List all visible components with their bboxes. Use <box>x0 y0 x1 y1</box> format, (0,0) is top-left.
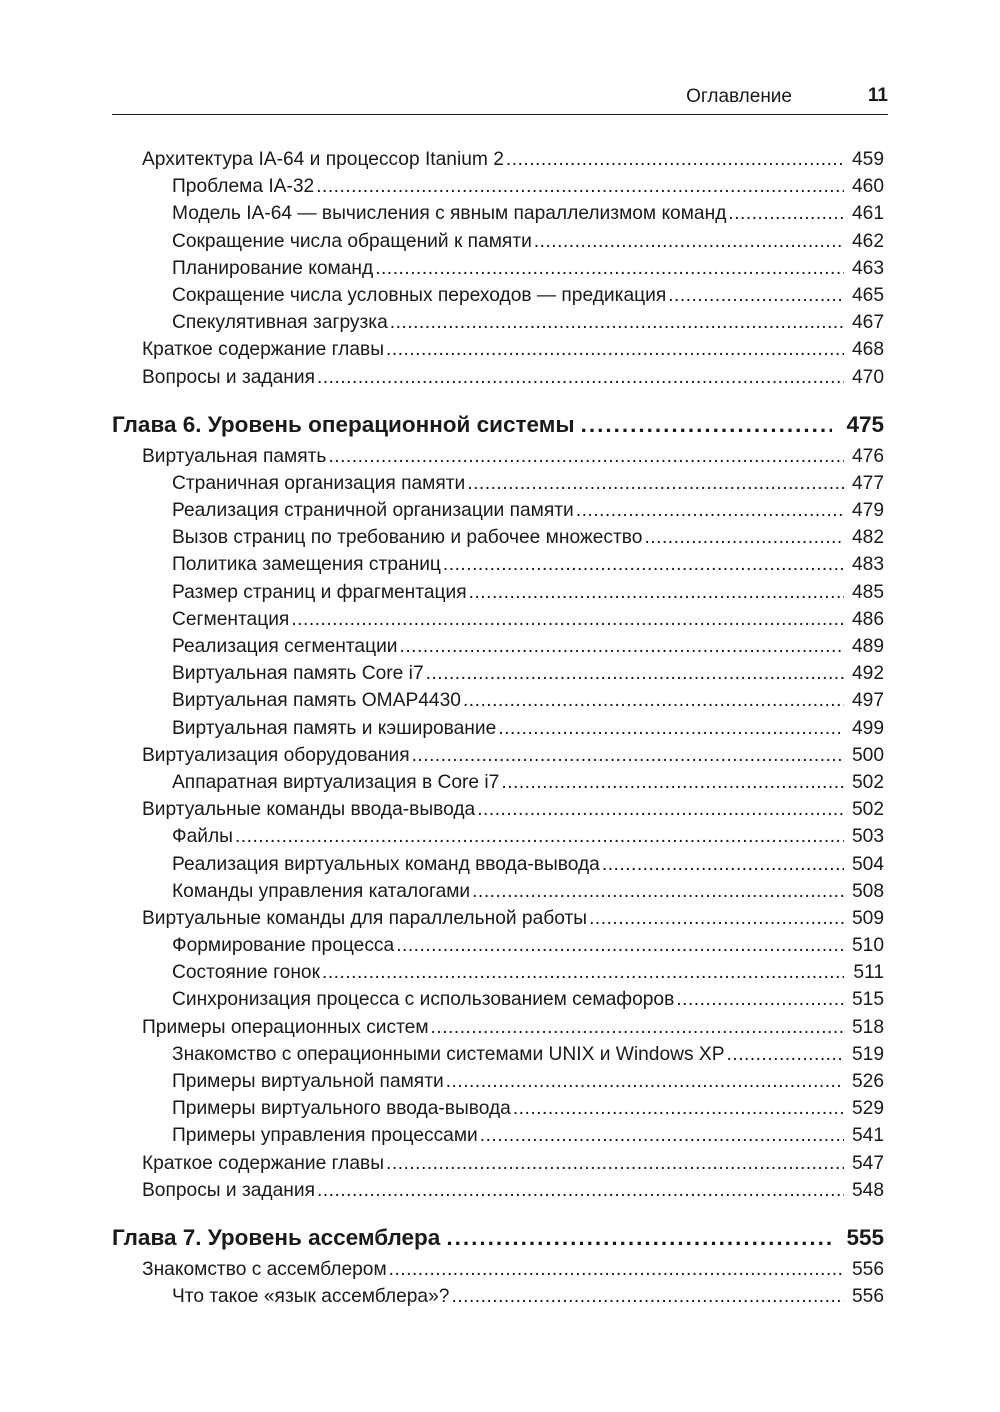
toc-entry-page: 556 <box>851 1286 884 1308</box>
toc-entry-page: 510 <box>851 935 884 957</box>
toc-section-entry <box>112 1014 884 1041</box>
toc-entry-title: Команды управления каталогами <box>172 880 471 902</box>
toc-entry-page: 460 <box>851 176 884 198</box>
toc-section-entry <box>112 364 884 391</box>
toc-subsection-entry <box>112 173 884 200</box>
toc-entry-title: Глава 6. Уровень операционной системы <box>112 411 575 437</box>
toc-entry-page: 502 <box>851 771 884 793</box>
dot-leader <box>727 1041 844 1068</box>
toc-subsection-entry <box>112 497 884 524</box>
dot-leader <box>644 524 844 551</box>
toc-entry-page: 519 <box>851 1043 884 1065</box>
dot-leader <box>668 282 844 309</box>
toc-entry-title: Виртуализация оборудования <box>142 744 410 766</box>
running-header <box>112 84 888 115</box>
toc-entry-page: 508 <box>851 880 884 902</box>
dot-leader <box>396 932 844 959</box>
toc-subsection-entry <box>112 878 884 905</box>
dot-leader <box>477 796 844 823</box>
toc-subsection-entry <box>112 687 884 714</box>
toc-entry-title: Виртуальные команды для параллельной работы <box>142 907 588 929</box>
toc-entry-page: 529 <box>851 1098 884 1120</box>
toc-section-entry <box>112 1177 884 1204</box>
toc-entry-page: 489 <box>851 636 884 657</box>
toc-subsection-entry <box>112 255 884 282</box>
toc-subsection-entry <box>112 200 884 227</box>
dot-leader <box>375 255 844 282</box>
dot-leader <box>431 1014 844 1041</box>
toc-section-entry <box>112 796 884 823</box>
toc-entry-page: 504 <box>851 853 884 875</box>
toc-entry-title: Формирование процесса <box>172 935 395 957</box>
dot-leader <box>467 470 844 497</box>
toc-entry-title: Виртуальная память <box>142 445 327 467</box>
dot-leader <box>322 959 844 986</box>
toc-entry-page: 547 <box>851 1152 884 1174</box>
toc-entry-title: Виртуальная память Core i7 <box>172 663 424 685</box>
toc-entry-title: Синхронизация процесса с использованием семафоров <box>172 989 675 1011</box>
toc-entry-title: Примеры виртуального ввода-вывода <box>172 1098 511 1120</box>
toc-subsection-entry <box>112 660 884 687</box>
toc-entry-title: Спекулятивная загрузка <box>172 312 388 334</box>
dot-leader <box>472 878 844 905</box>
toc-subsection-entry <box>112 932 884 959</box>
dot-leader <box>317 1177 844 1204</box>
toc-entry-page: 468 <box>851 339 884 361</box>
toc-entry-page: 518 <box>851 1016 884 1038</box>
dot-leader <box>316 173 844 200</box>
toc-subsection-entry <box>112 959 884 986</box>
table-of-contents <box>112 146 884 1310</box>
toc-subsection-entry <box>112 309 884 336</box>
dot-leader <box>426 660 844 687</box>
toc-entry-title: Глава 7. Уровень ассемблера <box>112 1224 441 1250</box>
toc-entry-title: Краткое содержание главы <box>142 339 385 361</box>
dot-leader <box>235 823 844 850</box>
dot-leader <box>513 1095 844 1122</box>
dot-leader <box>443 551 844 578</box>
toc-subsection-entry <box>112 470 884 497</box>
toc-section-entry <box>112 1256 884 1283</box>
toc-subsection-entry <box>112 633 884 660</box>
dot-leader <box>328 443 844 470</box>
dot-leader <box>576 497 844 524</box>
dot-leader <box>602 851 844 878</box>
toc-entry-page: 556 <box>851 1258 884 1280</box>
dot-leader <box>498 715 844 742</box>
toc-entry-title: Вопросы и задания <box>142 1179 316 1201</box>
toc-chapter-entry <box>112 410 884 440</box>
toc-entry-title: Состояние гонок <box>172 962 320 984</box>
toc-entry-page: 497 <box>851 690 884 712</box>
running-header-title: Оглавление <box>686 86 792 107</box>
toc-subsection-entry <box>112 851 884 878</box>
toc-entry-title: Аппаратная виртуализация в Core i7 <box>172 771 500 793</box>
toc-subsection-entry <box>112 1095 884 1122</box>
dot-leader <box>501 769 844 796</box>
toc-subsection-entry <box>112 1068 884 1095</box>
toc-entry-page: 555 <box>846 1224 884 1250</box>
dot-leader <box>386 1150 844 1177</box>
toc-subsection-entry <box>112 524 884 551</box>
dot-leader <box>412 742 844 769</box>
toc-entry-title: Примеры операционных систем <box>142 1016 429 1038</box>
toc-entry-page: 541 <box>851 1125 884 1147</box>
toc-entry-page: 511 <box>853 962 884 984</box>
toc-entry-page: 461 <box>851 203 884 225</box>
toc-entry-title: Виртуальная память OMAP4430 <box>172 690 461 712</box>
toc-subsection-entry <box>112 282 884 309</box>
toc-entry-page: 502 <box>851 799 884 821</box>
toc-entry-title: Страничная организация памяти <box>172 472 466 494</box>
toc-entry-page: 526 <box>851 1071 884 1092</box>
toc-entry-page: 463 <box>851 257 884 279</box>
dot-leader <box>317 364 844 391</box>
toc-entry-page: 486 <box>851 608 884 630</box>
toc-entry-page: 482 <box>851 527 884 549</box>
toc-subsection-entry <box>112 579 884 606</box>
toc-subsection-entry <box>112 1283 884 1310</box>
toc-entry-title: Файлы <box>172 826 233 848</box>
toc-entry-title: Политика замещения страниц <box>172 554 441 576</box>
dot-leader <box>291 606 844 633</box>
toc-entry-title: Что такое «язык ассемблера»? <box>172 1286 450 1308</box>
toc-entry-page: 462 <box>851 230 884 252</box>
dot-leader <box>676 986 844 1013</box>
dot-leader <box>446 1068 844 1095</box>
toc-entry-title: Модель IA-64 — вычисления с явным параллелизмом команд <box>172 203 727 225</box>
toc-entry-page: 548 <box>851 1179 884 1201</box>
dot-leader <box>581 410 832 440</box>
toc-subsection-entry <box>112 228 884 255</box>
toc-entry-page: 477 <box>851 472 884 494</box>
dot-leader <box>451 1283 844 1310</box>
toc-section-entry <box>112 742 884 769</box>
dot-leader <box>446 1223 832 1253</box>
toc-section-entry <box>112 905 884 932</box>
page-number: 11 <box>867 85 888 106</box>
toc-section-entry <box>112 443 884 470</box>
toc-entry-page: 499 <box>851 717 884 739</box>
toc-section-entry <box>112 146 884 173</box>
toc-entry-title: Виртуальная память и кэширование <box>172 717 497 739</box>
toc-entry-title: Реализация сегментации <box>172 636 398 657</box>
toc-entry-title: Реализация страничной организации памяти <box>172 500 574 522</box>
toc-entry-page: 483 <box>851 554 884 576</box>
dot-leader <box>389 1256 844 1283</box>
dot-leader <box>728 200 844 227</box>
toc-entry-page: 476 <box>851 445 884 467</box>
toc-entry-title: Виртуальные команды ввода-вывода <box>142 799 476 821</box>
toc-subsection-entry <box>112 551 884 578</box>
toc-entry-title: Примеры виртуальной памяти <box>172 1071 444 1092</box>
toc-subsection-entry <box>112 1122 884 1149</box>
dot-leader <box>506 146 844 173</box>
dot-leader <box>390 309 844 336</box>
toc-entry-title: Архитектура IA-64 и процессор Itanium 2 <box>142 149 504 170</box>
toc-section-entry <box>112 336 884 363</box>
toc-entry-title: Сокращение числа обращений к памяти <box>172 230 532 252</box>
toc-entry-page: 475 <box>846 411 884 437</box>
toc-entry-title: Сокращение числа условных переходов — предикация <box>172 284 667 306</box>
dot-leader <box>589 905 844 932</box>
dot-leader <box>480 1122 844 1149</box>
toc-subsection-entry <box>112 823 884 850</box>
toc-entry-page: 485 <box>851 581 884 603</box>
toc-entry-title: Размер страниц и фрагментация <box>172 581 467 603</box>
toc-subsection-entry <box>112 715 884 742</box>
toc-subsection-entry <box>112 769 884 796</box>
dot-leader <box>469 579 844 606</box>
toc-entry-title: Сегментация <box>172 608 290 630</box>
toc-chapter-entry <box>112 1223 884 1253</box>
toc-entry-title: Вопросы и задания <box>142 366 316 388</box>
toc-entry-title: Примеры управления процессами <box>172 1125 478 1147</box>
toc-entry-page: 515 <box>851 989 884 1011</box>
toc-entry-page: 503 <box>851 826 884 848</box>
toc-entry-page: 509 <box>851 907 884 929</box>
toc-subsection-entry <box>112 606 884 633</box>
toc-entry-page: 465 <box>851 284 884 306</box>
toc-entry-title: Краткое содержание главы <box>142 1152 385 1174</box>
dot-leader <box>463 687 844 714</box>
toc-entry-page: 470 <box>851 366 884 388</box>
toc-entry-title: Планирование команд <box>172 257 374 279</box>
dot-leader <box>386 336 844 363</box>
toc-entry-title: Реализация виртуальных команд ввода-вывода <box>172 853 600 875</box>
toc-entry-page: 467 <box>851 312 884 334</box>
toc-entry-title: Знакомство с ассемблером <box>142 1258 387 1280</box>
toc-entry-page: 492 <box>851 663 884 685</box>
toc-subsection-entry <box>112 1041 884 1068</box>
toc-section-entry <box>112 1150 884 1177</box>
toc-entry-title: Вызов страниц по требованию и рабочее множество <box>172 527 643 549</box>
toc-subsection-entry <box>112 986 884 1013</box>
toc-entry-title: Проблема IA-32 <box>172 176 315 198</box>
dot-leader <box>400 633 845 660</box>
toc-entry-title: Знакомство с операционными системами UNIX и Windows XP <box>172 1043 725 1065</box>
toc-entry-page: 500 <box>851 744 884 766</box>
dot-leader <box>534 228 844 255</box>
toc-entry-page: 459 <box>851 149 884 170</box>
toc-entry-page: 479 <box>851 500 884 522</box>
